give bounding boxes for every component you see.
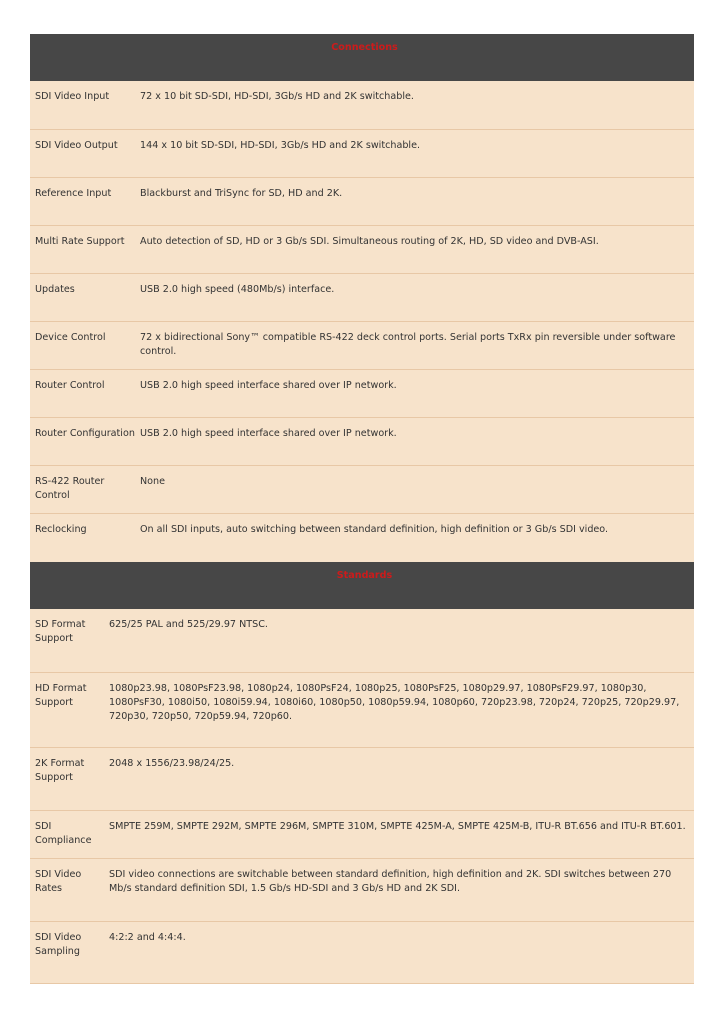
spec-value: 625/25 PAL and 525/29.97 NTSC.	[109, 609, 694, 672]
spec-row-router-control	[30, 369, 694, 417]
spec-label: Updates	[30, 273, 140, 321]
standards-title: Standards	[336, 570, 393, 581]
standards-table	[30, 562, 694, 984]
spec-value: None	[140, 465, 694, 513]
spec-label: Router Configuration	[30, 417, 140, 465]
spec-value: USB 2.0 high speed interface shared over IP network.	[140, 369, 694, 417]
spec-label: RS-422 Router Control	[30, 465, 140, 513]
spec-value: USB 2.0 high speed interface shared over IP network.	[140, 417, 694, 465]
spec-value: 2048 x 1556/23.98/24/25.	[109, 747, 694, 810]
spec-row-updates	[30, 273, 694, 321]
spec-label: Reclocking	[30, 513, 140, 562]
spec-row-router-configuration	[30, 417, 694, 465]
spec-value: On all SDI inputs, auto switching between standard definition, high definition or 3 Gb/s SDI video.	[140, 513, 694, 562]
spec-row-sdi-video-sampling	[30, 921, 694, 983]
spec-label: SDI Video Output	[30, 129, 140, 177]
connections-header-row	[30, 34, 694, 81]
connections-header	[30, 34, 694, 81]
spec-label: 2K Format Support	[30, 747, 109, 810]
spec-row-device-control	[30, 321, 694, 369]
spec-row-rs422-router-control	[30, 465, 694, 513]
spec-row-sdi-compliance	[30, 810, 694, 858]
spec-label: SDI Video Rates	[30, 858, 109, 921]
spec-value: 144 x 10 bit SD-SDI, HD-SDI, 3Gb/s HD and 2K switchable.	[140, 129, 694, 177]
spec-label: SDI Video Input	[30, 81, 140, 129]
standards-header	[30, 562, 694, 609]
connections-table	[30, 34, 694, 563]
spec-label: Reference Input	[30, 177, 140, 225]
spec-value: Blackburst and TriSync for SD, HD and 2K.	[140, 177, 694, 225]
spec-value: 72 x 10 bit SD-SDI, HD-SDI, 3Gb/s HD and 2K switchable.	[140, 81, 694, 129]
spec-row-sdi-video-rates	[30, 858, 694, 921]
spec-value: 1080p23.98, 1080PsF23.98, 1080p24, 1080PsF24, 1080p25, 1080PsF25, 1080p29.97, 1080PsF29.97, 1080p30, 1080PsF30, 1080i50, 1080i59.94, 1080i60, 1080p50, 1080p59.94, 1080p60, 720p23.98, 720p24, 720p25, 720p29.97, 720p30, 720p50, 720p59.94, 720p60.	[109, 672, 694, 747]
spec-row-reference-input	[30, 177, 694, 225]
spec-value: Auto detection of SD, HD or 3 Gb/s SDI. Simultaneous routing of 2K, HD, SD video and DVB-ASI.	[140, 225, 694, 273]
spec-row-2k-format-support	[30, 747, 694, 810]
spec-label: SDI Compliance	[30, 810, 109, 858]
standards-header-row	[30, 562, 694, 609]
spec-row-sdi-video-input	[30, 81, 694, 129]
spec-label: SD Format Support	[30, 609, 109, 672]
spec-label: SDI Video Sampling	[30, 921, 109, 983]
spec-row-hd-format-support	[30, 672, 694, 747]
spec-value: 72 x bidirectional Sony™ compatible RS-422 deck control ports. Serial ports TxRx pin reversible under software control.	[140, 321, 694, 369]
spec-row-sdi-video-output	[30, 129, 694, 177]
spec-value: USB 2.0 high speed (480Mb/s) interface.	[140, 273, 694, 321]
spec-value: SMPTE 259M, SMPTE 292M, SMPTE 296M, SMPTE 310M, SMPTE 425M-A, SMPTE 425M-B, ITU-R BT.656 and ITU-R BT.601.	[109, 810, 694, 858]
spec-row-reclocking	[30, 513, 694, 562]
spec-label: HD Format Support	[30, 672, 109, 747]
spec-row-sd-format-support	[30, 609, 694, 672]
spec-value: 4:2:2 and 4:4:4.	[109, 921, 694, 983]
spec-label: Multi Rate Support	[30, 225, 140, 273]
spec-label: Device Control	[30, 321, 140, 369]
connections-title: Connections	[331, 42, 398, 53]
spec-row-multi-rate-support	[30, 225, 694, 273]
spec-value: SDI video connections are switchable between standard definition, high definition and 2K. SDI switches between 270 Mb/s standard definition SDI, 1.5 Gb/s HD-SDI and 3 Gb/s HD and 2K SDI.	[109, 858, 694, 921]
spec-label: Router Control	[30, 369, 140, 417]
